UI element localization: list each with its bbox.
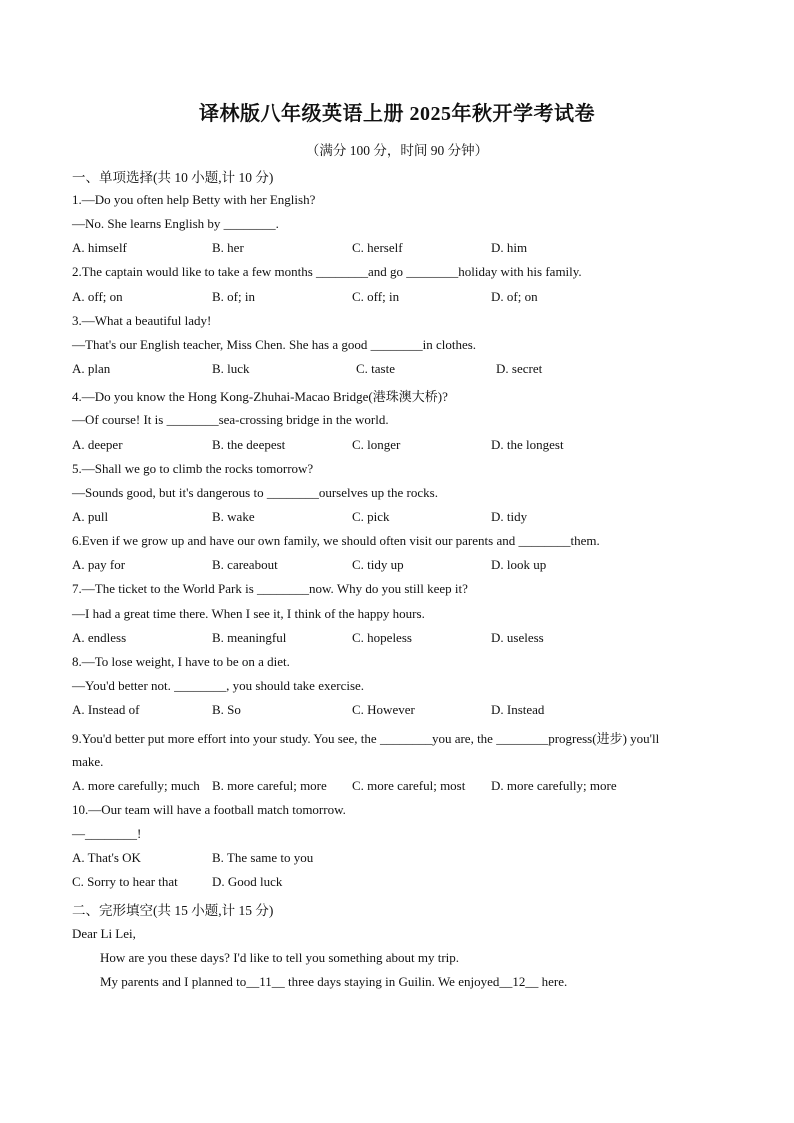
option: A. more carefully; much [72, 778, 200, 793]
question-line: 1.—Do you often help Betty with her English? [72, 192, 316, 207]
page-title: 译林版八年级英语上册 2025年秋开学考试卷 [199, 103, 595, 125]
question-line: make. [72, 754, 104, 769]
options-row [72, 702, 732, 720]
question-line: —You'd better not. ________, you should take exercise. [72, 678, 365, 693]
option: B. careabout [212, 557, 278, 572]
option: B. wake [212, 509, 255, 524]
option: C. herself [352, 240, 403, 255]
question-line: 9.You'd better put more effort into your study. You see, the ________you are, the ________progress(进步) you'll [72, 731, 660, 746]
question-line: 8.—To lose weight, I have to be on a diet. [72, 654, 290, 669]
option: B. her [212, 240, 244, 255]
option: C. However [352, 702, 415, 717]
question-line: —No. She learns English by ________. [72, 216, 279, 231]
question-line: 5.—Shall we go to climb the rocks tomorrow? [72, 461, 314, 476]
question-line: —I had a great time there. When I see it, I think of the happy hours. [72, 606, 425, 621]
section-heading: 二、完形填空(共 15 小题,计 15 分) [72, 903, 274, 918]
options-row [72, 630, 732, 648]
option: B. of; in [212, 289, 255, 304]
option: D. Good luck [212, 874, 283, 889]
option: B. So [212, 702, 241, 717]
question-line: 10.—Our team will have a football match tomorrow. [72, 802, 346, 817]
letter-paragraph: My parents and I planned to__11__ three days staying in Guilin. We enjoyed__12__ here. [100, 974, 568, 989]
option: C. tidy up [352, 557, 404, 572]
options-row [72, 240, 732, 258]
option: A. deeper [72, 437, 123, 452]
options-row [72, 557, 732, 575]
option: B. meaningful [212, 630, 287, 645]
letter-greeting: Dear Li Lei, [72, 926, 136, 941]
page-subtitle: （满分 100 分，时间 90 分钟） [305, 143, 489, 158]
question-line: 6.Even if we grow up and have our own family, we should often visit our parents and ________them. [72, 533, 600, 548]
option: B. more careful; more [212, 778, 327, 793]
option: A. plan [72, 361, 111, 376]
option: A. pull [72, 509, 109, 524]
option: A. endless [72, 630, 127, 645]
options-row [72, 509, 732, 527]
option: B. the deepest [212, 437, 286, 452]
option: C. hopeless [352, 630, 412, 645]
option: C. Sorry to hear that [72, 874, 178, 889]
option: D. him [491, 240, 528, 255]
option: D. Instead [491, 702, 545, 717]
question-line: —________! [72, 826, 142, 841]
option: A. That's OK [72, 850, 141, 865]
option: D. useless [491, 630, 544, 645]
section-heading: 一、单项选择(共 10 小题,计 10 分) [72, 170, 274, 185]
option: D. of; on [491, 289, 538, 304]
option: D. look up [491, 557, 547, 572]
question-line: —That's our English teacher, Miss Chen. She has a good ________in clothes. [72, 337, 477, 352]
option: C. longer [352, 437, 401, 452]
option: D. tidy [491, 509, 528, 524]
question-line: —Of course! It is ________sea-crossing bridge in the world. [72, 412, 389, 427]
option: D. secret [496, 361, 543, 376]
option: C. taste [356, 361, 395, 376]
question-line: —Sounds good, but it's dangerous to ________ourselves up the rocks. [72, 485, 438, 500]
options-row [72, 289, 732, 307]
options-row [72, 778, 732, 796]
option: D. more carefully; more [491, 778, 617, 793]
option: A. pay for [72, 557, 126, 572]
option: B. luck [212, 361, 250, 376]
options-row [72, 361, 732, 379]
question-line: 3.—What a beautiful lady! [72, 313, 212, 328]
question-line: 2.The captain would like to take a few months ________and go ________holiday with his family. [72, 264, 582, 279]
options-row [72, 437, 732, 455]
options-row [72, 874, 732, 892]
option: A. himself [72, 240, 127, 255]
options-row [72, 850, 732, 868]
question-line: 4.—Do you know the Hong Kong-Zhuhai-Macao Bridge(港珠澳大桥)? [72, 389, 448, 404]
option: C. more careful; most [352, 778, 466, 793]
option: D. the longest [491, 437, 564, 452]
option: C. off; in [352, 289, 400, 304]
option: A. off; on [72, 289, 123, 304]
option: C. pick [352, 509, 390, 524]
option: A. Instead of [72, 702, 140, 717]
option: B. The same to you [212, 850, 314, 865]
letter-paragraph: How are you these days? I'd like to tell you something about my trip. [100, 950, 460, 965]
question-line: 7.—The ticket to the World Park is ________now. Why do you still keep it? [72, 581, 468, 596]
